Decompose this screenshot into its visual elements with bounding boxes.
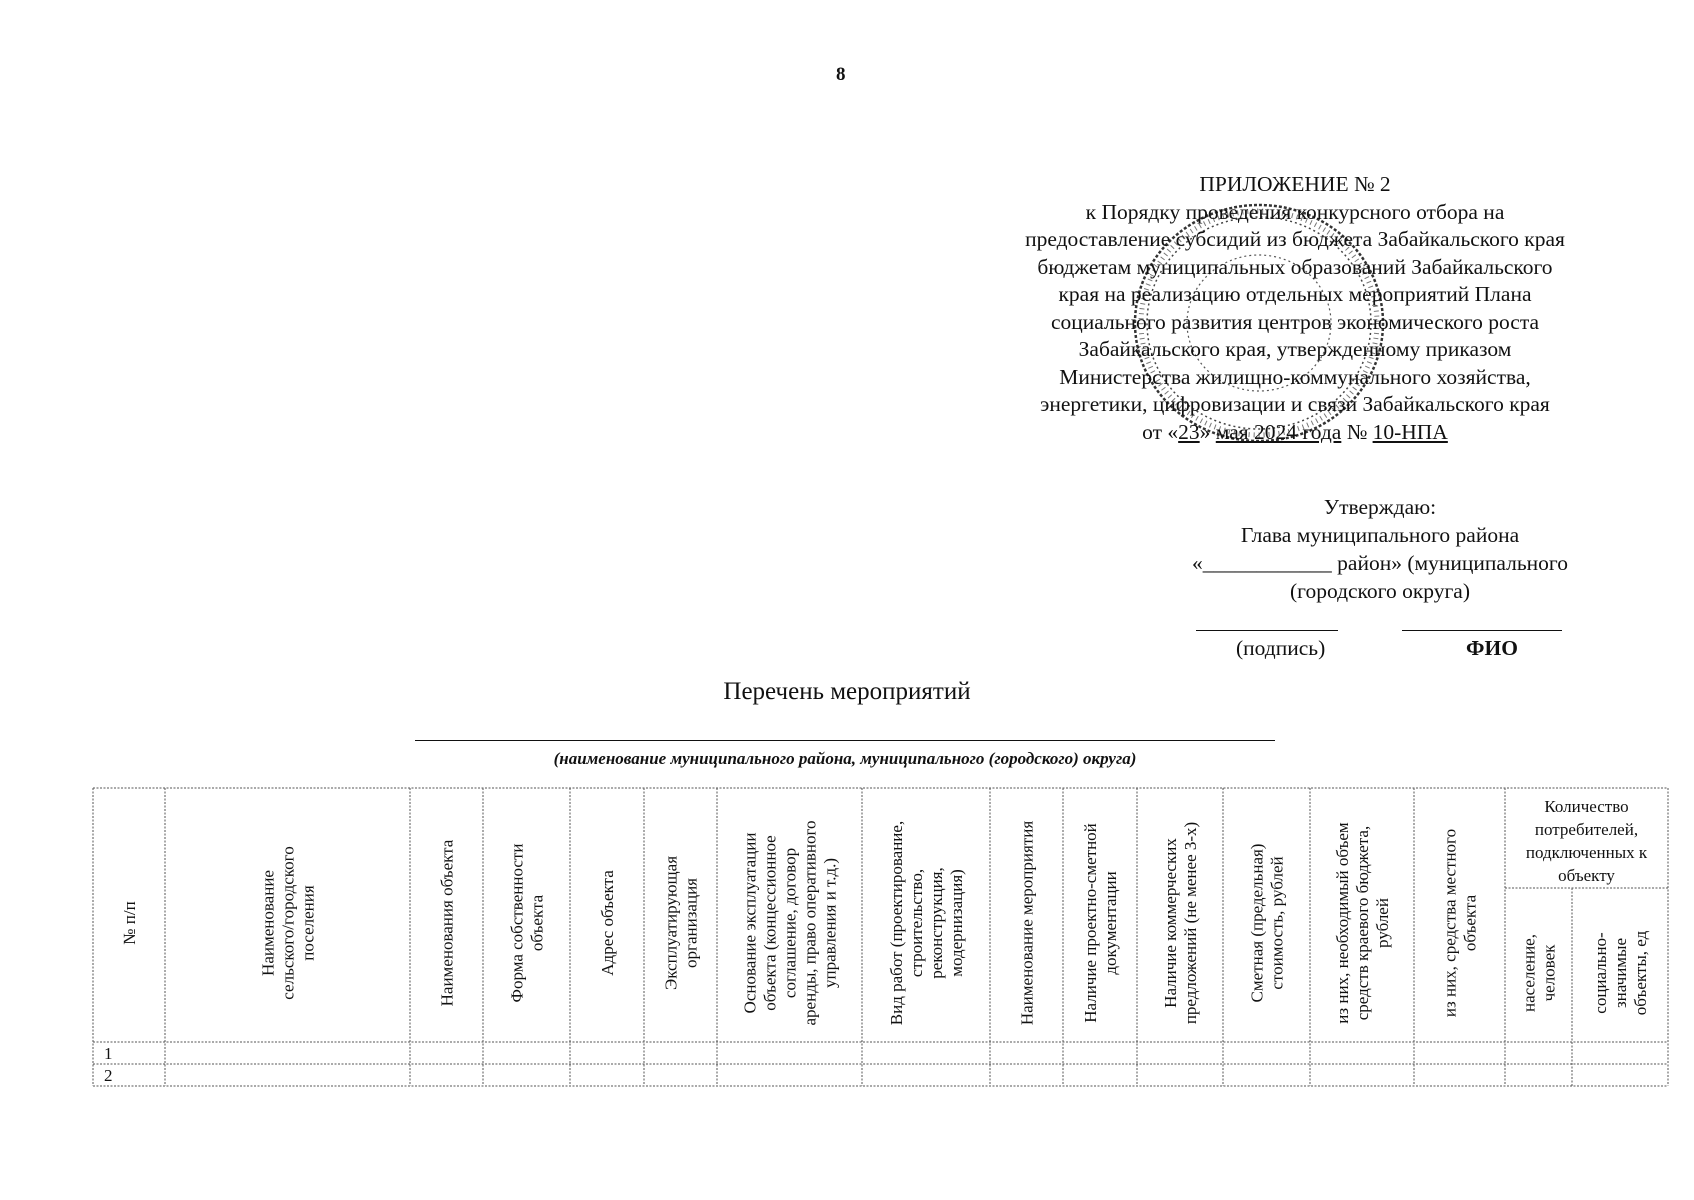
- header-label-line: социально-: [1591, 932, 1610, 1014]
- column-header-operator: [662, 856, 701, 990]
- header-label-line: объекта (концессионное: [760, 835, 780, 1011]
- column-header-settlement: [259, 846, 318, 999]
- header-label-line: объекты, ед: [1631, 930, 1650, 1016]
- header-label-line: средств краевого бюджета,: [1353, 825, 1372, 1021]
- header-label-line: № п/п: [120, 901, 139, 945]
- date-month-year: мая 2024 года: [1215, 419, 1342, 444]
- appendix-line: бюджетам муниципальных образований Забайкальского: [1037, 254, 1553, 279]
- appendix-line: Министерства жилищно-коммунального хозяйства,: [1059, 364, 1531, 389]
- header-label-line: Наименование мероприятия: [1017, 820, 1037, 1026]
- header-label-line: из них, средства местного: [1440, 828, 1460, 1018]
- header-label-line: из них, необходимый объем: [1333, 822, 1352, 1024]
- appendix-line: социального развития центров экономического роста: [1050, 309, 1540, 334]
- appendix-line: предоставление субсидий из бюджета Забайкальского края: [1025, 227, 1565, 251]
- header-label-line: человек: [1539, 944, 1559, 1002]
- header-label-line: сельского/городского: [278, 846, 298, 1000]
- table-row-number: 2: [104, 1066, 113, 1085]
- header-label-line: предложений (не менее 3-х): [1181, 821, 1200, 1025]
- approval-line: Глава муниципального района: [1240, 523, 1520, 547]
- date-sep: №: [1341, 419, 1373, 444]
- group-header-consumers: подключенных к: [1525, 843, 1648, 862]
- header-label-line: соглашение, договор: [780, 847, 800, 999]
- municipality-name-caption: (наименование муниципального района, муниципального (городского) округа): [553, 749, 1137, 768]
- group-header-consumers: потребителей,: [1534, 820, 1639, 839]
- header-label-line: управления и т.д.): [820, 857, 840, 989]
- header-label-line: Основание эксплуатации: [740, 832, 760, 1014]
- column-header-social: [1591, 930, 1650, 1015]
- header-label-line: рублей: [1373, 898, 1392, 948]
- header-label-line: Наличие проектно-сметной: [1081, 823, 1100, 1023]
- column-header-design_docs: [1081, 823, 1120, 1023]
- order-number: 10-НПА: [1372, 419, 1448, 444]
- header-label-line: организация: [681, 878, 701, 968]
- column-header-regional: [1333, 822, 1392, 1024]
- date-mid: »: [1199, 419, 1216, 444]
- date-day: 23: [1178, 419, 1200, 444]
- header-label-line: аренды, право оперативного: [800, 820, 820, 1026]
- header-label-line: Наличие коммерческих: [1161, 838, 1180, 1008]
- header-label-line: Наименования объекта: [437, 839, 457, 1007]
- column-header-object_name: [438, 839, 457, 1006]
- header-label-line: население,: [1519, 934, 1539, 1012]
- signature-caption: (подпись): [1236, 636, 1326, 660]
- appendix-line: энергетики, цифровизации и связи Забайкальского края: [1040, 392, 1550, 416]
- page-number: 8: [836, 64, 846, 85]
- appendix-line: края на реализацию отдельных мероприятий Плана: [1058, 282, 1532, 306]
- table-row-number: 1: [104, 1044, 113, 1063]
- column-header-local: [1441, 829, 1480, 1017]
- approval-line: «____________ район» (муниципального: [1192, 551, 1568, 575]
- header-label-line: реконструкция,: [927, 867, 946, 979]
- header-label-line: объекта: [1460, 894, 1480, 952]
- approval-heading: Утверждаю:: [1323, 495, 1437, 519]
- column-header-num: [120, 901, 139, 944]
- appendix-title: ПРИЛОЖЕНИЕ № 2: [1199, 172, 1391, 196]
- header-label-line: Вид работ (проектирование,: [887, 820, 906, 1026]
- appendix-line: к Порядку проведения конкурсного отбора на: [1085, 199, 1505, 224]
- column-header-ownership: [508, 844, 547, 1003]
- group-header-consumers: объекту: [1558, 866, 1615, 885]
- column-header-estimate: [1248, 844, 1287, 1003]
- group-header-consumers: Количество: [1544, 797, 1629, 816]
- fio-caption: ФИО: [1466, 636, 1518, 660]
- appendix-line: Забайкальского края, утвержденному приказом: [1078, 337, 1512, 361]
- date-prefix: от «: [1142, 419, 1179, 444]
- column-header-address: [598, 870, 617, 976]
- column-header-event_name: [1018, 821, 1037, 1026]
- header-label-line: Наименование: [258, 870, 278, 976]
- header-label-line: Сметная (предельная): [1247, 843, 1267, 1003]
- header-label-line: объекта: [527, 894, 547, 952]
- column-header-work_type: [887, 821, 966, 1025]
- header-label-line: документации: [1101, 871, 1120, 975]
- header-label-line: поселения: [298, 885, 318, 961]
- column-header-basis: [741, 820, 840, 1025]
- header-label-line: строительство,: [907, 868, 926, 978]
- approval-line: (городского округа): [1290, 579, 1470, 603]
- header-label-line: стоимость, рублей: [1267, 856, 1287, 990]
- header-label-line: значимые: [1611, 937, 1630, 1009]
- header-label-line: модернизация): [947, 869, 966, 977]
- header-label-line: Форма собственности: [507, 843, 527, 1003]
- list-title-text: Перечень мероприятий: [723, 678, 971, 705]
- header-label-line: Эксплуатирующая: [661, 855, 681, 991]
- column-header-offers: [1161, 822, 1200, 1024]
- column-header-population: [1520, 934, 1559, 1012]
- header-label-line: Адрес объекта: [598, 870, 617, 976]
